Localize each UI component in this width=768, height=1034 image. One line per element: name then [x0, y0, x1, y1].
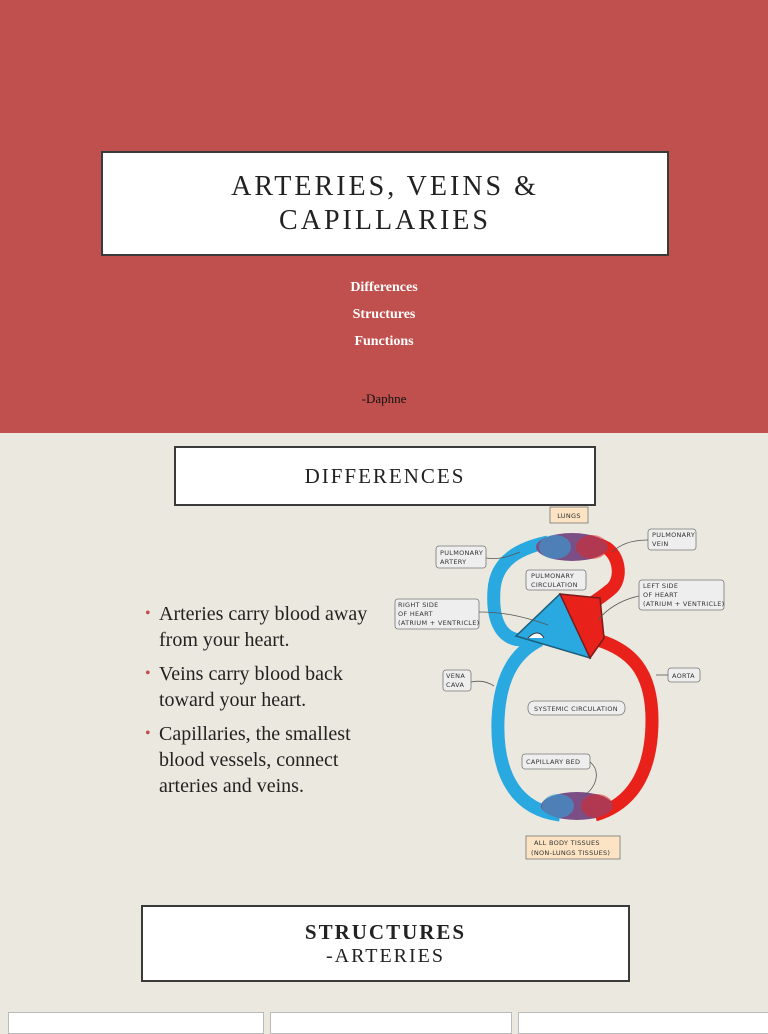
subtitle-differences: Differences [350, 280, 418, 295]
differences-bullets [145, 601, 395, 807]
label-pulmonary-vein-2: VEIN [652, 540, 669, 548]
slide-title [231, 170, 539, 238]
bullet-capillaries: • Capillaries, the smallest blood vessels, connect arteries and veins. [145, 721, 395, 799]
aorta-vessel [595, 640, 652, 815]
slide-thumbnail-2 [270, 1012, 512, 1034]
label-tissues-2: (NON-LUNGS TISSUES) [531, 849, 611, 857]
label-lungs: LUNGS [557, 512, 581, 520]
author: -Daphne [361, 391, 407, 406]
circulation-diagram [392, 505, 732, 865]
label-pulmonary-circulation-2: CIRCULATION [531, 581, 578, 589]
label-pulmonary-vein-1: PULMONARY [652, 531, 696, 539]
tissue-capillaries-red [581, 794, 613, 818]
label-pulmonary-circulation-1: PULMONARY [531, 572, 575, 580]
label-pulmonary-artery-1: PULMONARY [440, 549, 484, 557]
label-right-heart-2: OF HEART [398, 610, 433, 618]
label-tissues-1: ALL BODY TISSUES [534, 839, 600, 847]
bullet-veins: • Veins carry blood back toward your heart. [145, 661, 395, 713]
label-systemic-circulation: SYSTEMIC CIRCULATION [534, 705, 618, 713]
structures-heading-box [141, 905, 630, 982]
title-line-1: ARTERIES, VEINS & [231, 170, 539, 202]
slide-thumbnail-3 [518, 1012, 768, 1034]
title-slide [0, 0, 768, 433]
tissue-capillaries-blue [542, 794, 574, 818]
slide-thumbnail-1 [8, 1012, 264, 1034]
bullet-arteries: • Arteries carry blood away from your heart. [145, 601, 395, 653]
vena-cava-vessel [498, 640, 560, 815]
label-right-heart-1: RIGHT SIDE [398, 601, 439, 609]
label-capillary-bed: CAPILLARY BED [526, 758, 581, 766]
label-right-heart-3: (ATRIUM + VENTRICLE) [398, 619, 480, 627]
subtitle-functions: Functions [354, 334, 414, 349]
differences-heading-box [174, 446, 596, 506]
label-pulmonary-artery-2: ARTERY [440, 558, 467, 566]
label-left-heart-3: (ATRIUM + VENTRICLE) [643, 600, 725, 608]
lung-capillaries-red [576, 535, 608, 559]
differences-heading: DIFFERENCES [304, 463, 466, 488]
subtitle-structures: Structures [352, 307, 416, 322]
subtitle-list [0, 279, 768, 360]
lung-capillaries-blue [539, 535, 571, 559]
arteries-subheading: -ARTERIES [325, 944, 445, 967]
label-left-heart-1: LEFT SIDE [643, 582, 679, 590]
label-left-heart-2: OF HEART [643, 591, 678, 599]
title-line-2: CAPILLARIES [279, 204, 491, 236]
label-vena-cava-1: VENA [446, 672, 466, 680]
structures-heading: STRUCTURES [304, 919, 467, 944]
title-box [101, 151, 669, 256]
label-aorta: AORTA [672, 672, 695, 680]
label-vena-cava-2: CAVA [446, 681, 465, 689]
